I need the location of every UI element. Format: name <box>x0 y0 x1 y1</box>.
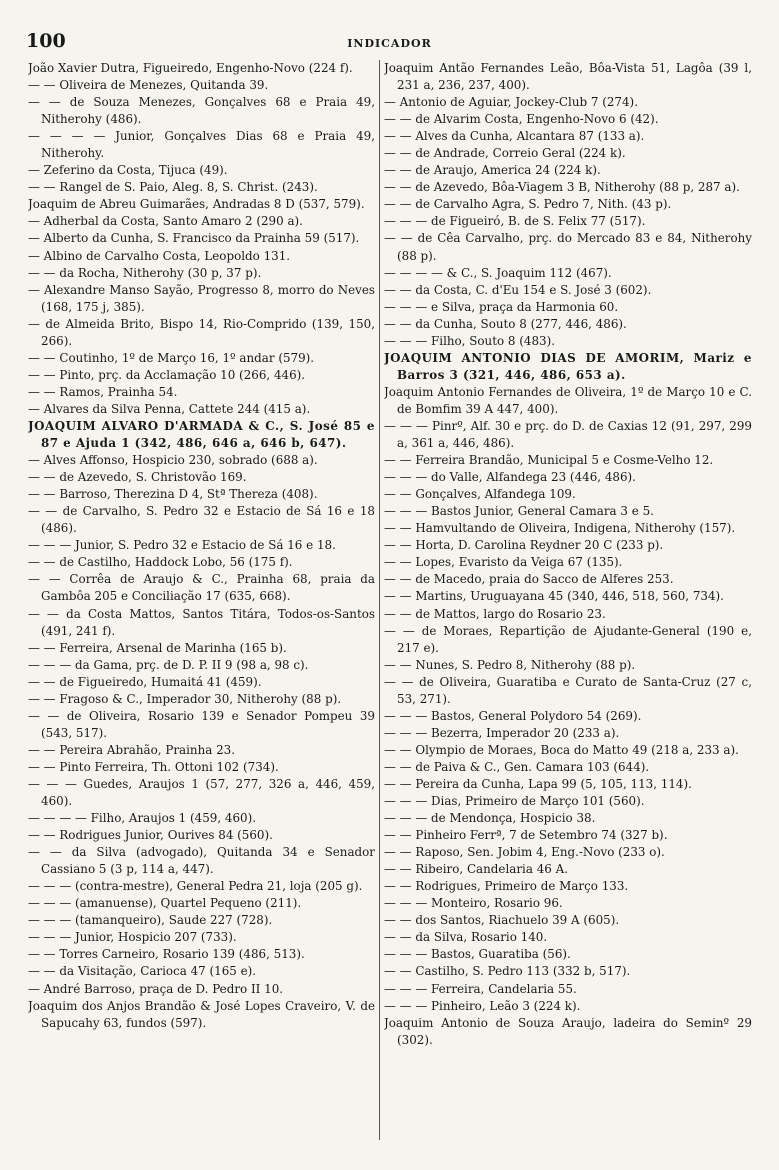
directory-entry: — — Rodrigues, Primeiro de Março 133. <box>384 879 629 894</box>
page-number: 100 <box>26 30 66 52</box>
directory-entry: — — Rodrigues Junior, Ourives 84 (560). <box>28 828 273 843</box>
directory-entry: — — Martins, Uruguayana 45 (340, 446, 518, 560, 734). <box>384 589 724 604</box>
directory-entry: — — de Figueiredo, Humaitá 41 (459). <box>28 674 262 689</box>
directory-entry: — — da Cunha, Souto 8 (277, 446, 486). <box>384 316 627 331</box>
directory-entry: — — — Bezerra, Imperador 20 (233 a). <box>384 725 620 740</box>
directory-entry: Joaquim Antão Fernandes Leão, Bôa-Vista 51, Lagôa (39 l, 231 a, 236, 237, 400). <box>384 61 752 93</box>
directory-entry: — — — Junior, Hospicio 207 (733). <box>28 930 237 945</box>
directory-entry: — — — Guedes, Araujos 1 (57, 277, 326 a, 446, 459, 460). <box>28 776 375 809</box>
column-divider <box>379 60 380 1140</box>
directory-entry: — — — — Junior, Gonçalves Dias 68 e Praia 49, Nitherohy. <box>28 129 375 161</box>
directory-entry: — — de Souza Menezes, Gonçalves 68 e Praia 49, Nitherohy (486). <box>28 95 375 127</box>
directory-entry: — — de Castilho, Haddock Lobo, 56 (175 f). <box>28 555 293 570</box>
directory-entry: Joaquim Antonio de Souza Araujo, ladeira do Seminº 29 (302). <box>384 1015 752 1047</box>
directory-entry: — — Horta, D. Carolina Reydner 20 C (233 p). <box>384 538 664 553</box>
directory-entry: — — Ribeiro, Candelaria 46 A. <box>384 862 568 877</box>
directory-entry: — — de Moraes, Repartição de Ajudante-General (190 e, 217 e). <box>384 623 752 655</box>
directory-entry: JOAQUIM ALVARO D'ARMADA & C., S. José 85 e 87 e Ajuda 1 (342, 486, 646 a, 646 b, 647). <box>28 418 375 451</box>
directory-entry: — — Castilho, S. Pedro 113 (332 b, 517). <box>384 964 631 979</box>
directory-entry: — — Ferreira Brandão, Municipal 5 e Cosme-Velho 12. <box>384 453 714 468</box>
directory-entry: — — — — Filho, Araujos 1 (459, 460). <box>28 811 257 826</box>
directory-entry: — — da Visitação, Carioca 47 (165 e). <box>28 964 257 979</box>
directory-entry: — — da Silva (advogado), Quitanda 34 e Senador Cassiano 5 (3 p, 114 a, 447). <box>28 845 375 877</box>
directory-entry: — — — (tamanqueiro), Saude 227 (728). <box>28 913 273 928</box>
directory-entry: — — de Carvalho, S. Pedro 32 e Estacio de Sá 16 e 18 (486). <box>28 504 375 536</box>
directory-entry: — — de Araujo, America 24 (224 k). <box>384 163 601 178</box>
directory-entry: — — de Carvalho Agra, S. Pedro 7, Nith. (43 p). <box>384 197 672 212</box>
directory-entry: Joaquim Antonio Fernandes de Oliveira, 1º de Março 10 e C. de Bomfim 39 A 447, 400). <box>384 384 752 416</box>
directory-entry: — — Rangel de S. Paio, Aleg. 8, S. Christ. (243). <box>28 180 318 195</box>
directory-entry: — — — Bastos Junior, General Camara 3 e 5. <box>384 504 654 519</box>
directory-entry: — — Pinheiro Ferrª, 7 de Setembro 74 (327 b). <box>384 828 668 843</box>
directory-entry: — — de Paiva & C., Gen. Camara 103 (644). <box>384 759 650 774</box>
directory-entry: — — — da Gama, prç. de D. P. II 9 (98 a, 98 c). <box>28 657 309 672</box>
directory-entry: — — — de Figueiró, B. de S. Felix 77 (517). <box>384 214 646 229</box>
directory-entry: — — de Mattos, largo do Rosario 23. <box>384 606 606 621</box>
directory-entry: João Xavier Dutra, Figueiredo, Engenho-Novo (224 f). <box>28 61 353 75</box>
directory-entry: — Zeferino da Costa, Tijuca (49). <box>28 163 228 178</box>
directory-entry: — — da Rocha, Nitherohy (30 p, 37 p). <box>28 265 262 280</box>
directory-entry: — — — Monteiro, Rosario 96. <box>384 896 563 911</box>
directory-entry: Joaquim de Abreu Guimarães, Andradas 8 D (537, 579). <box>28 197 365 212</box>
directory-entry: — — Raposo, Sen. Jobim 4, Eng.-Novo (233 o). <box>384 845 665 860</box>
directory-entry: — — — (contra-mestre), General Pedra 21, loja (205 g). <box>28 879 363 894</box>
directory-entry: — — — de Mendonça, Hospicio 38. <box>384 811 596 826</box>
directory-entry: — — de Azevedo, S. Christovão 169. <box>28 470 247 485</box>
directory-entry: — — Coutinho, 1º de Março 16, 1º andar (579). <box>28 350 315 365</box>
directory-entry: — — Lopes, Evaristo da Veiga 67 (135). <box>384 555 623 570</box>
left-column <box>28 60 375 1145</box>
directory-entry: — — Pinto Ferreira, Th. Ottoni 102 (734). <box>28 759 279 774</box>
directory-entry: — — de Andrade, Correio Geral (224 k). <box>384 146 626 161</box>
directory-entry: — Alberto da Cunha, S. Francisco da Prainha 59 (517). <box>28 231 360 246</box>
directory-entry: — — Alves da Cunha, Alcantara 87 (133 a). <box>384 129 645 144</box>
directory-entry: — — Corrêa de Araujo & C., Prainha 68, praia da Gambôa 205 e Conciliação 17 (635, 668). <box>28 572 375 604</box>
directory-entry: — — dos Santos, Riachuelo 39 A (605). <box>384 913 620 928</box>
directory-entry: — Adherbal da Costa, Santo Amaro 2 (290 a). <box>28 214 303 229</box>
directory-entry: — — Hamvultando de Oliveira, Indigena, Nitherohy (157). <box>384 521 736 536</box>
directory-entry: — — — Bastos, General Polydoro 54 (269). <box>384 708 642 723</box>
directory-entry: — — Nunes, S. Pedro 8, Nitherohy (88 p). <box>384 657 636 672</box>
directory-entry: Joaquim dos Anjos Brandão & José Lopes Craveiro, V. de Sapucahy 63, fundos (597). <box>28 998 375 1030</box>
directory-entry: — Alves Affonso, Hospicio 230, sobrado (688 a). <box>28 453 318 468</box>
directory-entry: — — Gonçalves, Alfandega 109. <box>384 487 576 502</box>
directory-entry: — — — do Valle, Alfandega 23 (446, 486). <box>384 470 636 485</box>
directory-entry: — — Oliveira de Menezes, Quitanda 39. <box>28 78 269 93</box>
directory-entry: — — — Ferreira, Candelaria 55. <box>384 981 577 996</box>
directory-entry: — — — Pinheiro, Leão 3 (224 k). <box>384 998 581 1013</box>
directory-entry: — — Barroso, Therezina D 4, Stª Thereza (408). <box>28 487 318 502</box>
directory-entry: — André Barroso, praça de D. Pedro II 10. <box>28 981 284 996</box>
directory-entry: — de Almeida Brito, Bispo 14, Rio-Comprido (139, 150, 266). <box>28 316 375 348</box>
directory-entry: — — — Dias, Primeiro de Março 101 (560). <box>384 794 645 809</box>
directory-entry: — — Olympio de Moraes, Boca do Matto 49 (218 a, 233 a). <box>384 742 739 757</box>
directory-entry: — — — Junior, S. Pedro 32 e Estacio de Sá 16 e 18. <box>28 538 336 553</box>
directory-entry: — — Pereira da Cunha, Lapa 99 (5, 105, 113, 114). <box>384 776 692 791</box>
directory-entry: — Alexandre Manso Sayão, Progresso 8, morro do Neves (168, 175 j, 385). <box>28 282 375 314</box>
directory-entry: — — Pereira Abrahão, Prainha 23. <box>28 742 236 757</box>
page-header <box>26 30 753 54</box>
directory-entry: JOAQUIM ANTONIO DIAS DE AMORIM, Mariz e Barros 3 (321, 446, 486, 653 a). <box>384 350 752 382</box>
directory-entry: — — de Cêa Carvalho, prç. do Mercado 83 e 84, Nitherohy (88 p). <box>384 231 752 263</box>
directory-entry: — — — Filho, Souto 8 (483). <box>384 333 556 348</box>
right-column <box>384 60 752 1145</box>
directory-entry: — Alvares da Silva Penna, Cattete 244 (415 a). <box>28 401 311 416</box>
directory-entry: — — — Bastos, Guaratiba (56). <box>384 947 571 962</box>
directory-entry: — — Ferreira, Arsenal de Marinha (165 b). <box>28 640 287 655</box>
directory-entry: — — — e Silva, praça da Harmonia 60. <box>384 299 619 314</box>
directory-entry: — — — Pinrº, Alf. 30 e prç. do D. de Caxias 12 (91, 297, 299 a, 361 a, 446, 486). <box>384 418 752 451</box>
directory-entry: — — de Alvarim Costa, Engenho-Novo 6 (42). <box>384 112 659 127</box>
directory-entry: — — Torres Carneiro, Rosario 139 (486, 513). <box>28 947 305 962</box>
directory-entry: — — da Costa Mattos, Santos Titára, Todos-os-Santos (491, 241 f). <box>28 606 375 638</box>
directory-entry: — — da Costa, C. d'Eu 154 e S. José 3 (602). <box>384 282 652 297</box>
running-head: INDICADOR <box>347 37 432 50</box>
directory-entry: — — Ramos, Prainha 54. <box>28 384 178 399</box>
directory-entry: — — — (amanuense), Quartel Pequeno (211). <box>28 896 302 911</box>
directory-entry: — Albino de Carvalho Costa, Leopoldo 131. <box>28 248 291 263</box>
directory-entry: — Antonio de Aguiar, Jockey-Club 7 (274). <box>384 95 638 110</box>
directory-entry: — — de Macedo, praia do Sacco de Alferes 253. <box>384 572 674 587</box>
directory-entry: — — de Oliveira, Rosario 139 e Senador Pompeu 39 (543, 517). <box>28 708 375 740</box>
directory-entry: — — de Oliveira, Guaratiba e Curato de Santa-Cruz (27 c, 53, 271). <box>384 674 752 706</box>
directory-entry: — — de Azevedo, Bôa-Viagem 3 B, Nitherohy (88 p, 287 a). <box>384 180 740 195</box>
directory-entry: — — Fragoso & C., Imperador 30, Nitherohy (88 p). <box>28 691 342 706</box>
directory-entry: — — da Silva, Rosario 140. <box>384 930 548 945</box>
directory-entry: — — — — & C., S. Joaquim 112 (467). <box>384 265 612 280</box>
directory-entry: — — Pinto, prç. da Acclamação 10 (266, 446). <box>28 367 306 382</box>
